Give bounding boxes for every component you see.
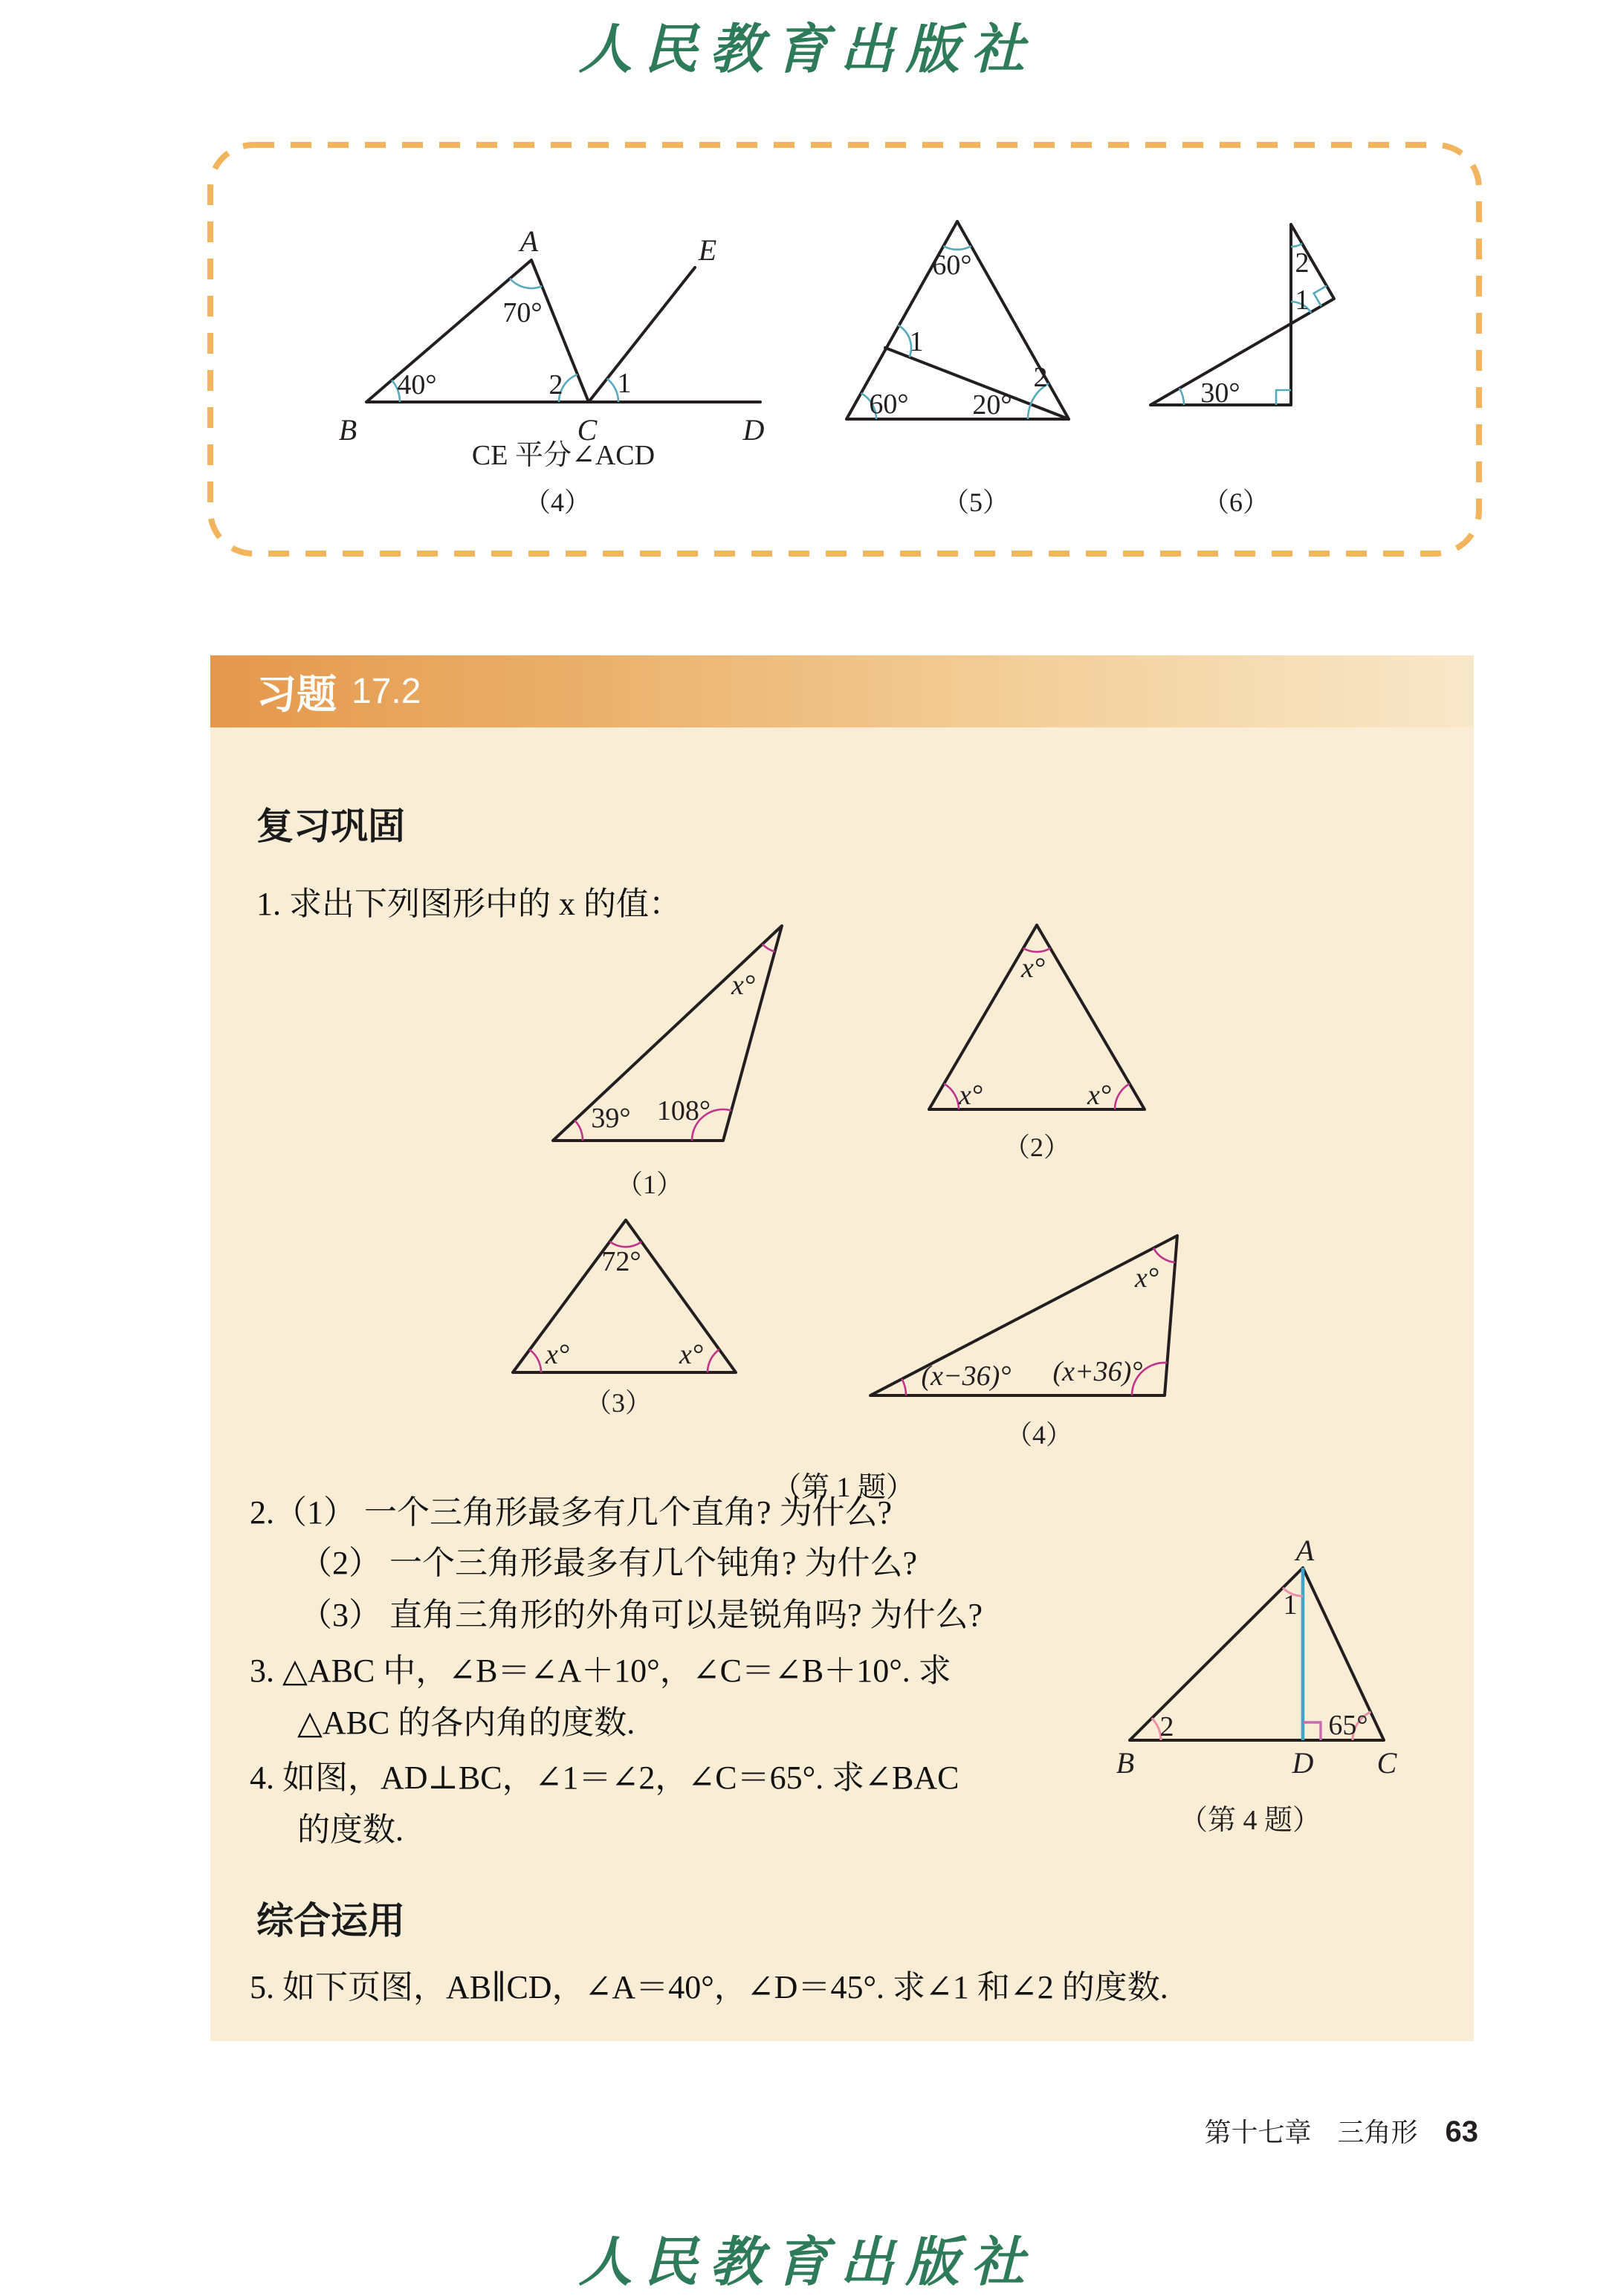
question-1-text: 1. 求出下列图形中的 x 的值： [256,886,682,922]
vertex-label-B: B [1116,1746,1135,1780]
publisher-logo-top: 人民教育出版社 [578,20,1037,80]
vertex-label-C: C [577,413,598,447]
figure-4-diagram [320,224,780,520]
angle-arc-left [944,1084,959,1110]
section-comprehensive-heading: 综合运用 [256,1900,405,1942]
angle-arc-right [708,1349,719,1372]
angle-arc-2 [1291,244,1302,247]
page-footer [1204,2112,1478,2150]
angle-label-70: 70° [502,297,543,328]
vertex-label-A: A [520,224,539,258]
angle-label-x-left: x° [958,1080,983,1111]
angle-label-108: 108° [656,1095,711,1126]
angle-label-60-left: 60° [869,389,909,420]
angle-label-40: 40° [397,369,437,400]
angle-label-2: 2 [1295,247,1310,279]
angle-label-2: 2 [1033,362,1048,393]
angle-label-60-top: 60° [932,250,972,281]
angle-arc-30 [1179,389,1184,406]
question-3-line-1: 3. △ABC 中，∠B＝∠A＋10°，∠C＝∠B＋10°. 求 [250,1653,951,1689]
question-3-line-2: △ABC 的各内角的度数. [297,1705,635,1741]
vertex-label-D: D [1292,1746,1314,1780]
angle-label-1: 1 [617,368,632,399]
q1-figure-2-tag: （2） [1003,1132,1071,1162]
right-angle-mark-D [1303,1722,1321,1740]
angle-label-x-minus-36: (x−36)° [921,1361,1012,1392]
q1-figure-4 [855,1211,1226,1453]
q1-figure-4-tag: （4） [1005,1420,1073,1450]
angle-arc-A [510,279,542,288]
footer-chapter: 第十七章 [1204,2118,1312,2147]
angle-arc-left [530,1350,541,1373]
exercise-number: 17.2 [352,672,421,711]
q1-figure-3-tag: （3） [584,1388,653,1418]
vertex-label-C: C [1376,1746,1397,1780]
angle-label-39: 39° [591,1103,631,1134]
q1-caption: （第 1 题） [773,1472,915,1503]
vertex-label-B: B [338,413,357,447]
vertex-label-D: D [742,413,765,447]
question-2-line-2: （2） 一个三角形最多有几个钝角? 为什么? [300,1545,918,1581]
figure-6-diagram [1100,208,1368,520]
section-review-heading: 复习巩固 [256,805,405,847]
angle-label-x-left: x° [545,1339,570,1370]
angle-arc-20 [1028,404,1031,419]
angle-arc-top [1023,948,1050,952]
angle-label-x-right: x° [1087,1080,1112,1111]
q1-figure-1-tag: （1） [615,1170,684,1199]
angle-label-1: 1 [1295,285,1310,316]
q1-figure-2 [914,914,1174,1170]
angle-label-x-top: x° [1020,953,1046,984]
right-angle-mark-base [1276,390,1291,405]
exercise-header [210,655,1474,727]
angle-label-x: x° [731,970,756,1001]
q4-figure [1093,1531,1449,1843]
angle-label-72: 72° [601,1246,641,1277]
vertex-label-E: E [698,233,717,267]
angle-label-20: 20° [972,389,1012,421]
q4-figure-caption: （第 4 题） [1179,1805,1321,1836]
angle-arc-top [763,944,775,952]
question-2-line-3: （3） 直角三角形的外角可以是锐角吗? 为什么? [300,1597,983,1633]
angle-arc-left [902,1379,906,1395]
angle-label-65: 65° [1328,1710,1368,1741]
vertex-label-A: A [1295,1534,1315,1567]
footer-topic: 三角形 [1337,2118,1418,2147]
angle-label-x-plus-36: (x+36)° [1052,1356,1143,1387]
q1-figure-1 [520,914,832,1204]
exercise-title: 习题 [256,672,337,717]
angle-label-30: 30° [1200,377,1240,409]
angle-label-2: 2 [1159,1711,1174,1742]
figure-4-tag: （4） [523,487,592,517]
angle-arc-right [1115,1084,1130,1110]
figure-5-tag: （5） [942,487,1010,517]
angle-label-x-right: x° [679,1339,704,1370]
angle-label-1: 1 [1283,1589,1298,1621]
q1-figure-3 [483,1211,773,1430]
figure-4-caption: CE 平分∠ACD [471,440,656,471]
figure-5-diagram [818,201,1093,520]
angle-label-2: 2 [548,369,563,400]
angle-arc-left [575,1121,583,1141]
angle-arc-top [1153,1248,1175,1262]
question-4-line-1: 4. 如图，AD⊥BC，∠1＝∠2，∠C＝65°. 求∠BAC [250,1760,959,1796]
question-4-line-2: 的度数. [297,1812,404,1848]
angle-label-x: x° [1134,1262,1159,1294]
publisher-logo-bottom: 人民教育出版社 [578,2233,1037,2292]
question-2-line-1: 2.（1） 一个三角形最多有几个直角? 为什么? [250,1494,893,1531]
figure-6-tag: （6） [1202,487,1270,517]
angle-label-1: 1 [909,326,924,357]
footer-page-number: 63 [1445,2115,1478,2148]
question-5-text: 5. 如下页图，AB∥CD，∠A＝40°，∠D＝45°. 求∠1 和∠2 的度数. [250,1969,1168,2005]
